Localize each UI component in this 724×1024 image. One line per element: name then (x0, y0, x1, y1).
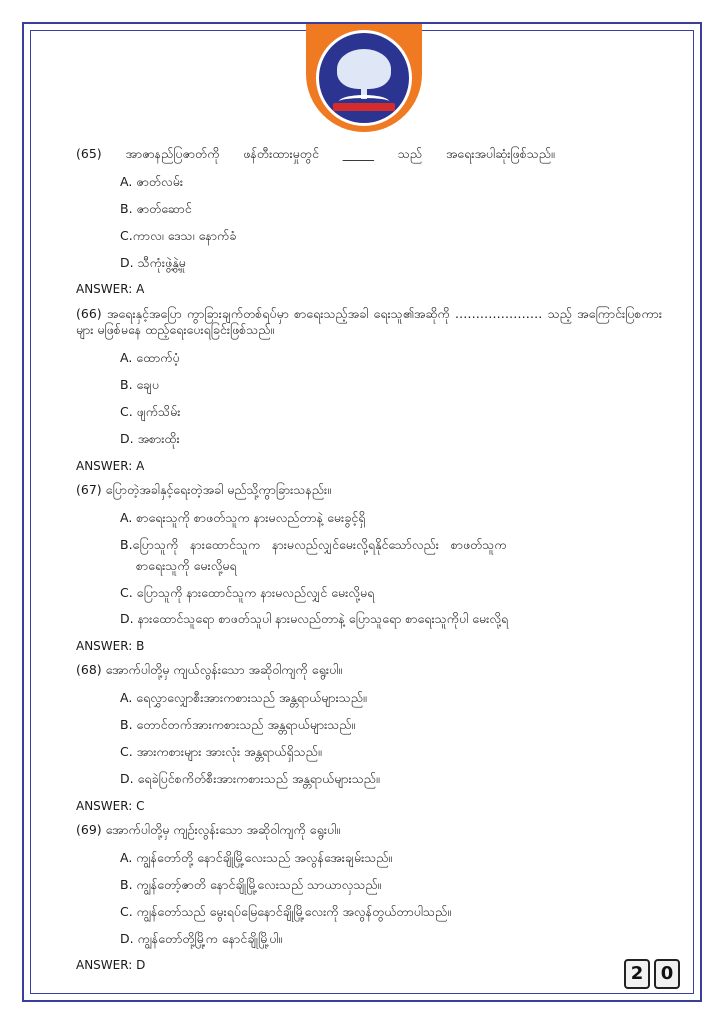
option-d: D. အစားထိုး (120, 430, 180, 446)
option-b: B. ကျွန်တော့်ဇာတိ နောင်ချိုမြို့လေးသည် သာယာလှသည်။ (120, 876, 382, 892)
option-d: D. နားထောင်သူရော စာဖတ်သူပါ နားမလည်တာနဲ့ ပြောသူရော စာရေးသူကိုပါ မေးလို့ရ (120, 611, 509, 627)
option-b: B. ချေပ (120, 377, 159, 393)
option-a: A. ဇာတ်လမ်း (120, 173, 184, 189)
question-list (76, 146, 662, 982)
question-text: (69) အောက်ပါတို့မှ ကျဉ်းလွန်းသော အဆိုဝါကျကို ရွေးပါ။ (76, 822, 341, 837)
page-number-digit: 2 (624, 959, 650, 989)
option-c: C. ကျွန်တော်သည် မွေးရပ်မြေနောင်ချိုမြို့လေးကို အလွန်တွယ်တာပါသည်။ (120, 903, 451, 919)
option-a: A. စာရေးသူကို စာဖတ်သူက နားမလည်တာနဲ့ မေးခွင့်ရှိ (120, 509, 366, 525)
option-b: B. တောင်တက်အားကစားသည် အန္တရာယ်များသည်။ (120, 717, 356, 733)
page-number (624, 959, 680, 989)
logo-emblem (316, 30, 412, 126)
option-c: C. အားကစားများ အားလုံး အန္တရာယ်ရှိသည်။ (120, 744, 322, 760)
page-number-digit: 0 (654, 959, 680, 989)
option-a: A. ရေလွှာလျှောစီးအားကစားသည် အန္တရာယ်များသည်။ (120, 690, 367, 706)
stars-ribbon-icon (333, 103, 395, 111)
option-c: C.ကာလ၊ ဒေသ၊ နောက်ခံ (120, 227, 237, 243)
question-69 (76, 822, 662, 974)
option-d: D. သီကုံးဖွဲ့နွဲ့မှု (120, 254, 186, 270)
option-b: B. ဇာတ်ဆောင် (120, 200, 192, 216)
question-text: (68) အောက်ပါတို့မှ ကျယ်လွန်းသော အဆိုဝါကျကို ရွေးပါ။ (76, 662, 343, 678)
question-text: (67) ပြောတဲ့အခါနှင့်ရေးတဲ့အခါ မည်သို့ကွာခြားသနည်း။ (76, 482, 331, 497)
option-b-continued: စာရေးသူကို မေးလို့မရ (136, 557, 237, 573)
answer-label: ANSWER: A (76, 282, 145, 297)
option-a: A. ကျွန်တော်တို့ နောင်ချိုမြို့လေးသည် အလွန်အေးချမ်းသည်။ (120, 849, 393, 865)
answer-label: ANSWER: D (76, 958, 146, 973)
answer-label: ANSWER: C (76, 798, 145, 813)
answer-label: ANSWER: A (76, 458, 145, 473)
question-text: (66) အရေးနှင့်အပြော ကွာခြားချက်တစ်ရပ်မှာ စာရေးသည့်အခါ ရေးသူ၏အဆိုကို ………………… သည့် အကြောင်းပြစကားများ မဖြစ်မနေ ထည့်ရေးပေးရခြင်းဖြစ်သည်။ (76, 305, 662, 338)
option-a: A. ထောက်ပံ့ (120, 350, 180, 366)
question-text: (65) အာဇာနည်ပြဇာတ်ကို ဖန်တီးထားမှုတွင် _____ သည် အရေးအပါဆုံးဖြစ်သည်။ (76, 146, 555, 161)
option-c: C. ဖျက်သိမ်း (120, 404, 181, 420)
option-d: D. ကျွန်တော်တို့မြို့က နောင်ချိုမြို့ပါ။ (120, 930, 283, 946)
question-65 (76, 146, 662, 298)
option-b: B.ပြောသူကို နားထောင်သူက နားမလည်လျှင်မေးလို့ရနိုင်သော်လည်း စာဖတ်သူက (120, 536, 507, 552)
question-68 (76, 662, 662, 814)
question-66 (76, 306, 662, 474)
option-d: D. ရေခဲပြင်စကိတ်စီးအားကစားသည် အန္တရာယ်များသည်။ (120, 770, 380, 786)
question-67 (76, 482, 662, 654)
answer-label: ANSWER: B (76, 639, 145, 654)
option-c: C. ပြောသူကို နားထောင်သူက နားမလည်လျှင် မေးလို့မရ (120, 584, 375, 600)
